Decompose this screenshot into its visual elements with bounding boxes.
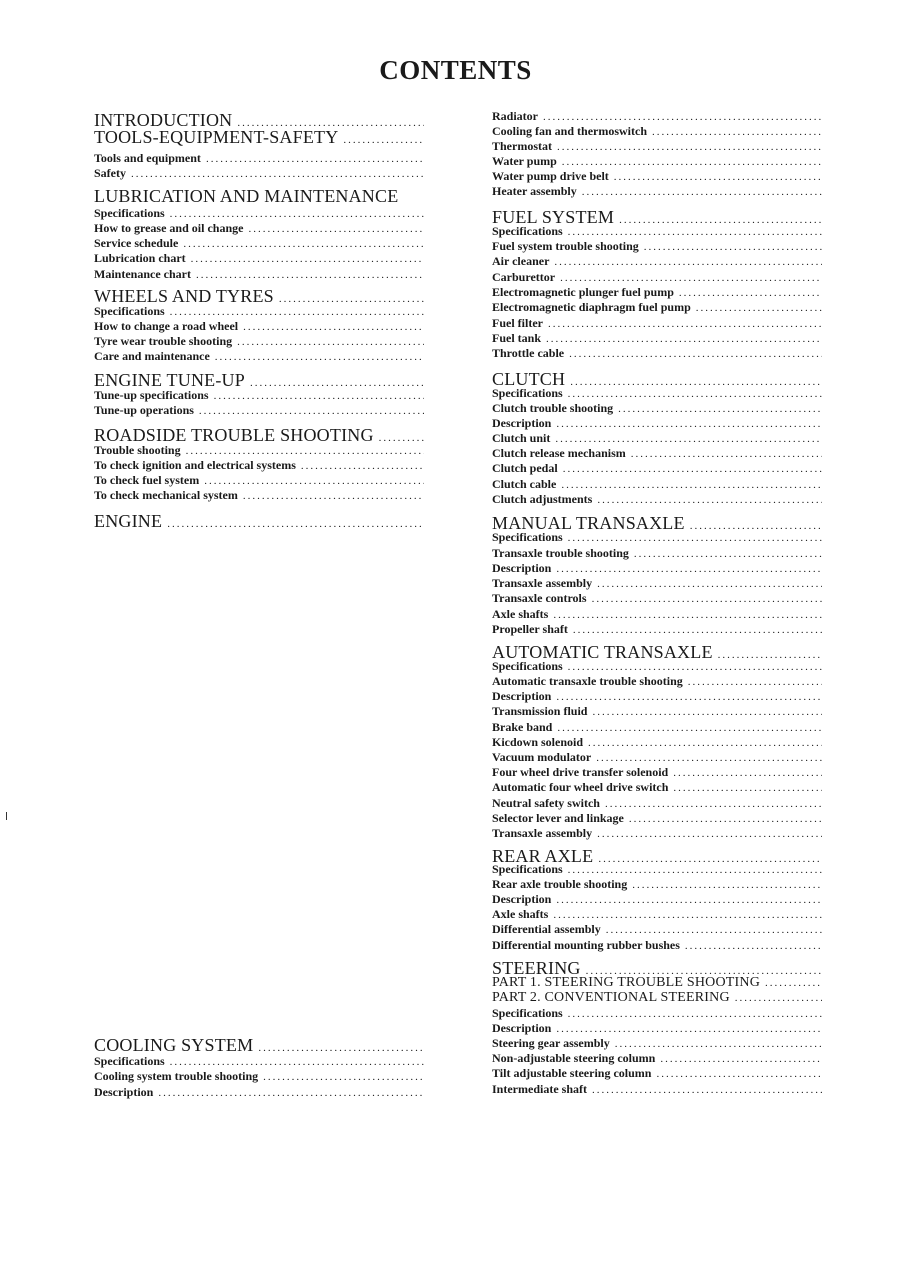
dot-leader — [614, 171, 822, 183]
dot-leader — [597, 828, 822, 840]
toc-entry-label: Specifications — [492, 1006, 563, 1020]
dot-leader — [735, 992, 822, 1004]
toc-entry-label: FUEL SYSTEM — [492, 207, 615, 227]
toc-entry-label: Non-adjustable steering column — [492, 1051, 656, 1065]
dot-leader — [557, 141, 822, 153]
toc-entry-specifications — [492, 862, 822, 877]
toc-entry-heater-assembly — [492, 184, 822, 199]
toc-entry-label: Specifications — [94, 1054, 165, 1068]
dot-leader — [618, 403, 822, 415]
dot-leader — [548, 318, 822, 330]
dot-leader — [592, 706, 822, 718]
dot-leader — [573, 624, 822, 636]
toc-entry-label: CLUTCH — [492, 369, 566, 389]
toc-entry-carburettor — [492, 270, 822, 285]
dot-leader — [248, 223, 424, 235]
toc-entry-label: Cooling system trouble shooting — [94, 1069, 259, 1083]
dot-leader — [631, 448, 822, 460]
dot-leader — [557, 722, 822, 734]
dot-leader — [553, 909, 822, 921]
toc-entry-differential-mounting-rubber-bushes — [492, 938, 822, 953]
toc-entry-radiator — [492, 109, 822, 124]
toc-entry-maintenance-chart — [94, 267, 424, 282]
toc-entry-trouble-shooting — [94, 443, 424, 458]
toc-entry-to-check-ignition-and-electrical-systems — [94, 458, 424, 473]
toc-entry-label: To check ignition and electrical systems — [94, 458, 296, 472]
toc-entry-cooling-system-trouble-shooting — [94, 1069, 424, 1084]
toc-entry-label: Tune-up specifications — [94, 388, 209, 402]
dot-leader — [673, 767, 822, 779]
dot-leader — [588, 737, 822, 749]
toc-entry-fuel-system-trouble-shooting — [492, 239, 822, 254]
toc-entry-label: Clutch trouble shooting — [492, 401, 614, 415]
toc-entry-label: Selector lever and linkage — [492, 811, 624, 825]
toc-entry-brake-band — [492, 720, 822, 735]
dot-leader — [592, 593, 822, 605]
dot-leader — [556, 418, 822, 430]
toc-entry-how-to-grease-and-oil-change — [94, 221, 424, 236]
toc-entry-label: Clutch cable — [492, 477, 557, 491]
toc-entry-tilt-adjustable-steering-column — [492, 1066, 822, 1081]
toc-entry-label: Neutral safety switch — [492, 796, 600, 810]
toc-entry-intermediate-shaft — [492, 1082, 822, 1097]
toc-entry-label: ROADSIDE TROUBLE SHOOTING — [94, 425, 374, 445]
toc-entry-cooling-system — [94, 1035, 424, 1056]
toc-entry-label: Water pump — [492, 154, 557, 168]
toc-entry-label: Fuel system trouble shooting — [492, 239, 639, 253]
toc-entry-label: Propeller shaft — [492, 622, 568, 636]
margin-mark — [6, 812, 7, 820]
toc-entry-label: COOLING SYSTEM — [94, 1035, 254, 1055]
toc-entry-label: How to grease and oil change — [94, 221, 244, 235]
dot-leader — [170, 208, 424, 220]
toc-entry-label: Care and maintenance — [94, 349, 210, 363]
toc-entry-label: Thermostat — [492, 139, 552, 153]
toc-entry-label: ENGINE TUNE-UP — [94, 370, 245, 390]
toc-entry-label: Fuel tank — [492, 331, 542, 345]
toc-entry-selector-lever-and-linkage — [492, 811, 822, 826]
dot-leader — [568, 532, 822, 544]
toc-entry-label: Clutch unit — [492, 431, 551, 445]
toc-entry-rear-axle-trouble-shooting — [492, 877, 822, 892]
dot-leader — [569, 348, 822, 360]
dot-leader — [556, 691, 822, 703]
toc-entry-label: Axle shafts — [492, 607, 549, 621]
dot-leader — [673, 782, 822, 794]
toc-entry-automatic-transaxle-trouble-shooting — [492, 674, 822, 689]
dot-leader — [170, 306, 424, 318]
dot-leader — [556, 563, 822, 575]
toc-entry-specifications — [94, 304, 424, 319]
toc-entry-label: Tilt adjustable steering column — [492, 1066, 652, 1080]
dot-leader — [568, 864, 822, 876]
dot-leader — [568, 388, 822, 400]
toc-entry-clutch-release-mechanism — [492, 446, 822, 461]
toc-entry-non-adjustable-steering-column — [492, 1051, 822, 1066]
toc-entry-label: Cooling fan and thermoswitch — [492, 124, 648, 138]
dot-leader — [605, 798, 822, 810]
toc-entry-label: Transaxle trouble shooting — [492, 546, 629, 560]
toc-entry-label: Specifications — [492, 862, 563, 876]
dot-leader — [652, 126, 822, 138]
dot-leader — [556, 894, 822, 906]
toc-entry-clutch-cable — [492, 477, 822, 492]
toc-entry-part-2-conventional-steering — [492, 990, 822, 1006]
toc-entry-label: Four wheel drive transfer solenoid — [492, 765, 669, 779]
toc-entry-specifications — [492, 224, 822, 239]
toc-entry-label: Description — [492, 892, 552, 906]
toc-entry-label: Intermediate shaft — [492, 1082, 587, 1096]
page-title: CONTENTS — [379, 55, 532, 85]
dot-leader — [592, 1084, 822, 1096]
toc-entry-how-to-change-a-road-wheel — [94, 319, 424, 334]
toc-entry-tune-up-specifications — [94, 388, 424, 403]
toc-entry-label: Description — [492, 561, 552, 575]
dot-leader — [170, 1056, 424, 1068]
dot-leader — [258, 1042, 424, 1054]
toc-entry-label: INTRODUCTION — [94, 110, 233, 130]
dot-leader — [204, 475, 424, 487]
toc-entry-label: MANUAL TRANSAXLE — [492, 513, 685, 533]
dot-leader — [688, 676, 822, 688]
toc-entry-description — [492, 416, 822, 431]
dot-leader — [167, 518, 424, 530]
dot-leader — [243, 321, 424, 333]
dot-leader — [765, 977, 822, 989]
toc-entry-propeller-shaft — [492, 622, 822, 637]
toc-entry-label: Maintenance chart — [94, 267, 191, 281]
toc-entry-label: Electromagnetic diaphragm fuel pump — [492, 300, 691, 314]
dot-leader — [553, 609, 822, 621]
toc-entry-label: Service schedule — [94, 236, 179, 250]
toc-entry-specifications — [492, 386, 822, 401]
toc-entry-specifications — [492, 1006, 822, 1021]
toc-entry-label: Fuel filter — [492, 316, 543, 330]
dot-leader — [606, 924, 822, 936]
toc-entry-description — [492, 1021, 822, 1036]
toc-entry-label: Description — [492, 1021, 552, 1035]
toc-entry-specifications — [94, 206, 424, 221]
dot-leader — [656, 1068, 822, 1080]
toc-entry-label: Safety — [94, 166, 126, 180]
toc-entry-label: PART 1. STEERING TROUBLE SHOOTING — [492, 975, 761, 990]
toc-entry-label: Water pump drive belt — [492, 169, 609, 183]
toc-entry-lubrication-chart — [94, 251, 424, 266]
dot-leader — [597, 494, 822, 506]
dot-leader — [685, 940, 822, 952]
toc-entry-label: ENGINE — [94, 511, 163, 531]
dot-leader — [243, 490, 424, 502]
toc-entry-label: Transmission fluid — [492, 704, 588, 718]
toc-entry-label: Specifications — [492, 386, 563, 400]
toc-entry-kicdown-solenoid — [492, 735, 822, 750]
toc-entry-air-cleaner — [492, 254, 822, 269]
dot-leader — [214, 390, 424, 402]
toc-entry-label: Transaxle assembly — [492, 826, 593, 840]
toc-entry-part-1-steering-trouble-shooting — [492, 975, 822, 991]
toc-entry-label: LUBRICATION AND MAINTENANCE — [94, 186, 399, 206]
toc-entry-thermostat — [492, 139, 822, 154]
dot-leader — [186, 445, 424, 457]
toc-entry-label: Specifications — [94, 304, 165, 318]
toc-entry-label: Vacuum modulator — [492, 750, 592, 764]
toc-entry-transaxle-assembly — [492, 826, 822, 841]
toc-entry-transmission-fluid — [492, 704, 822, 719]
toc-entry-specifications — [94, 1054, 424, 1069]
toc-entry-electromagnetic-plunger-fuel-pump — [492, 285, 822, 300]
dot-leader — [343, 134, 424, 146]
toc-entry-label: How to change a road wheel — [94, 319, 239, 333]
toc-entry-fuel-filter — [492, 316, 822, 331]
toc-entry-safety — [94, 166, 424, 181]
toc-entry-description — [94, 1085, 424, 1100]
toc-entry-label: WHEELS AND TYRES — [94, 286, 274, 306]
dot-leader — [679, 287, 822, 299]
dot-leader — [696, 302, 822, 314]
toc-entry-label: Transaxle assembly — [492, 576, 593, 590]
toc-entry-specifications — [492, 530, 822, 545]
toc-entry-label: Tools and equipment — [94, 151, 201, 165]
toc-entry-label: Heater assembly — [492, 184, 577, 198]
toc-entry-specifications — [492, 659, 822, 674]
dot-leader — [206, 153, 424, 165]
toc-entry-label: Specifications — [492, 659, 563, 673]
toc-entry-label: Automatic transaxle trouble shooting — [492, 674, 683, 688]
toc-entry-transaxle-assembly — [492, 576, 822, 591]
toc-entry-label: Specifications — [94, 206, 165, 220]
toc-entry-water-pump — [492, 154, 822, 169]
toc-entry-label: Differential mounting rubber bushes — [492, 938, 680, 952]
dot-leader — [543, 111, 822, 123]
toc-entry-to-check-mechanical-system — [94, 488, 424, 503]
toc-entry-electromagnetic-diaphragm-fuel-pump — [492, 300, 822, 315]
toc-entry-description — [492, 689, 822, 704]
dot-leader — [563, 463, 822, 475]
toc-entry-tune-up-operations — [94, 403, 424, 418]
toc-entry-label: Trouble shooting — [94, 443, 181, 457]
toc-entry-fuel-tank — [492, 331, 822, 346]
dot-leader — [634, 548, 822, 560]
toc-entry-label: Brake band — [492, 720, 553, 734]
dot-leader — [554, 256, 822, 268]
toc-entry-label: REAR AXLE — [492, 846, 594, 866]
dot-leader — [263, 1071, 424, 1083]
toc-entry-label: Throttle cable — [492, 346, 565, 360]
dot-leader — [660, 1053, 822, 1065]
dot-leader — [561, 479, 822, 491]
dot-leader — [597, 578, 822, 590]
dot-leader — [560, 272, 822, 284]
toc-entry-label: Clutch pedal — [492, 461, 558, 475]
dot-leader — [555, 433, 822, 445]
toc-entry-description — [492, 892, 822, 907]
toc-entry-cooling-fan-and-thermoswitch — [492, 124, 822, 139]
toc-entry-label: Transaxle controls — [492, 591, 587, 605]
toc-entry-tyre-wear-trouble-shooting — [94, 334, 424, 349]
toc-entry-label: Steering gear assembly — [492, 1036, 610, 1050]
toc-entry-label: AUTOMATIC TRANSAXLE — [492, 642, 713, 662]
toc-entry-label: Radiator — [492, 109, 538, 123]
dot-leader — [191, 253, 424, 265]
dot-leader — [546, 333, 822, 345]
dot-leader — [596, 752, 822, 764]
toc-entry-care-and-maintenance — [94, 349, 424, 364]
toc-entry-four-wheel-drive-transfer-solenoid — [492, 765, 822, 780]
toc-entry-label: Lubrication chart — [94, 251, 186, 265]
toc-entry-clutch-unit — [492, 431, 822, 446]
toc-entry-label: Tyre wear trouble shooting — [94, 334, 233, 348]
toc-entry-label: Clutch adjustments — [492, 492, 593, 506]
toc-entry-label: Air cleaner — [492, 254, 550, 268]
dot-leader — [568, 661, 822, 673]
dot-leader — [237, 336, 424, 348]
toc-entry-axle-shafts — [492, 907, 822, 922]
toc-entry-water-pump-drive-belt — [492, 169, 822, 184]
dot-leader — [629, 813, 822, 825]
dot-leader — [582, 186, 822, 198]
toc-entry-axle-shafts — [492, 607, 822, 622]
toc-entry-vacuum-modulator — [492, 750, 822, 765]
dot-leader — [568, 1008, 822, 1020]
dot-leader — [556, 1023, 822, 1035]
toc-entry-label: Rear axle trouble shooting — [492, 877, 628, 891]
toc-entry-label: Specifications — [492, 224, 563, 238]
toc-entry-steering-gear-assembly — [492, 1036, 822, 1051]
dot-leader — [183, 238, 424, 250]
toc-entry-label: Tune-up operations — [94, 403, 194, 417]
toc-entry-clutch-adjustments — [492, 492, 822, 507]
toc-entry-clutch-trouble-shooting — [492, 401, 822, 416]
dot-leader — [301, 460, 424, 472]
toc-entry-label: Automatic four wheel drive switch — [492, 780, 669, 794]
toc-entry-label: Axle shafts — [492, 907, 549, 921]
dot-leader — [562, 156, 822, 168]
toc-entry-service-schedule — [94, 236, 424, 251]
dot-leader — [568, 226, 822, 238]
toc-entry-label: To check mechanical system — [94, 488, 238, 502]
toc-entry-tools-and-equipment — [94, 151, 424, 166]
toc-entry-to-check-fuel-system — [94, 473, 424, 488]
toc-entry-transaxle-controls — [492, 591, 822, 606]
dot-leader — [196, 269, 424, 281]
dot-leader — [215, 351, 424, 363]
toc-entry-label: Specifications — [492, 530, 563, 544]
dot-leader — [158, 1087, 424, 1099]
dot-leader — [615, 1038, 822, 1050]
toc-entry-label: Carburettor — [492, 270, 556, 284]
toc-entry-tools-equipment-safety — [94, 127, 424, 148]
toc-entry-description — [492, 561, 822, 576]
toc-entry-clutch-pedal — [492, 461, 822, 476]
toc-entry-label: Description — [492, 689, 552, 703]
toc-entry-label: PART 2. CONVENTIONAL STEERING — [492, 990, 730, 1005]
toc-entry-engine — [94, 511, 424, 532]
dot-leader — [131, 168, 424, 180]
dot-leader — [644, 241, 822, 253]
toc-entry-label: To check fuel system — [94, 473, 200, 487]
dot-leader — [632, 879, 822, 891]
toc-entry-label: TOOLS-EQUIPMENT-SAFETY — [94, 127, 339, 147]
toc-entry-label: Description — [492, 416, 552, 430]
toc-entry-label: Clutch release mechanism — [492, 446, 626, 460]
toc-entry-label: Kicdown solenoid — [492, 735, 584, 749]
dot-leader — [199, 405, 424, 417]
toc-entry-automatic-four-wheel-drive-switch — [492, 780, 822, 795]
toc-entry-lubrication-and-maintenance — [94, 186, 424, 207]
toc-entry-label: Electromagnetic plunger fuel pump — [492, 285, 674, 299]
toc-entry-label: Differential assembly — [492, 922, 601, 936]
toc-entry-label: Description — [94, 1085, 154, 1099]
toc-entry-label: STEERING — [492, 958, 581, 978]
toc-entry-throttle-cable — [492, 346, 822, 361]
toc-entry-transaxle-trouble-shooting — [492, 546, 822, 561]
toc-entry-neutral-safety-switch — [492, 796, 822, 811]
toc-entry-differential-assembly — [492, 922, 822, 937]
